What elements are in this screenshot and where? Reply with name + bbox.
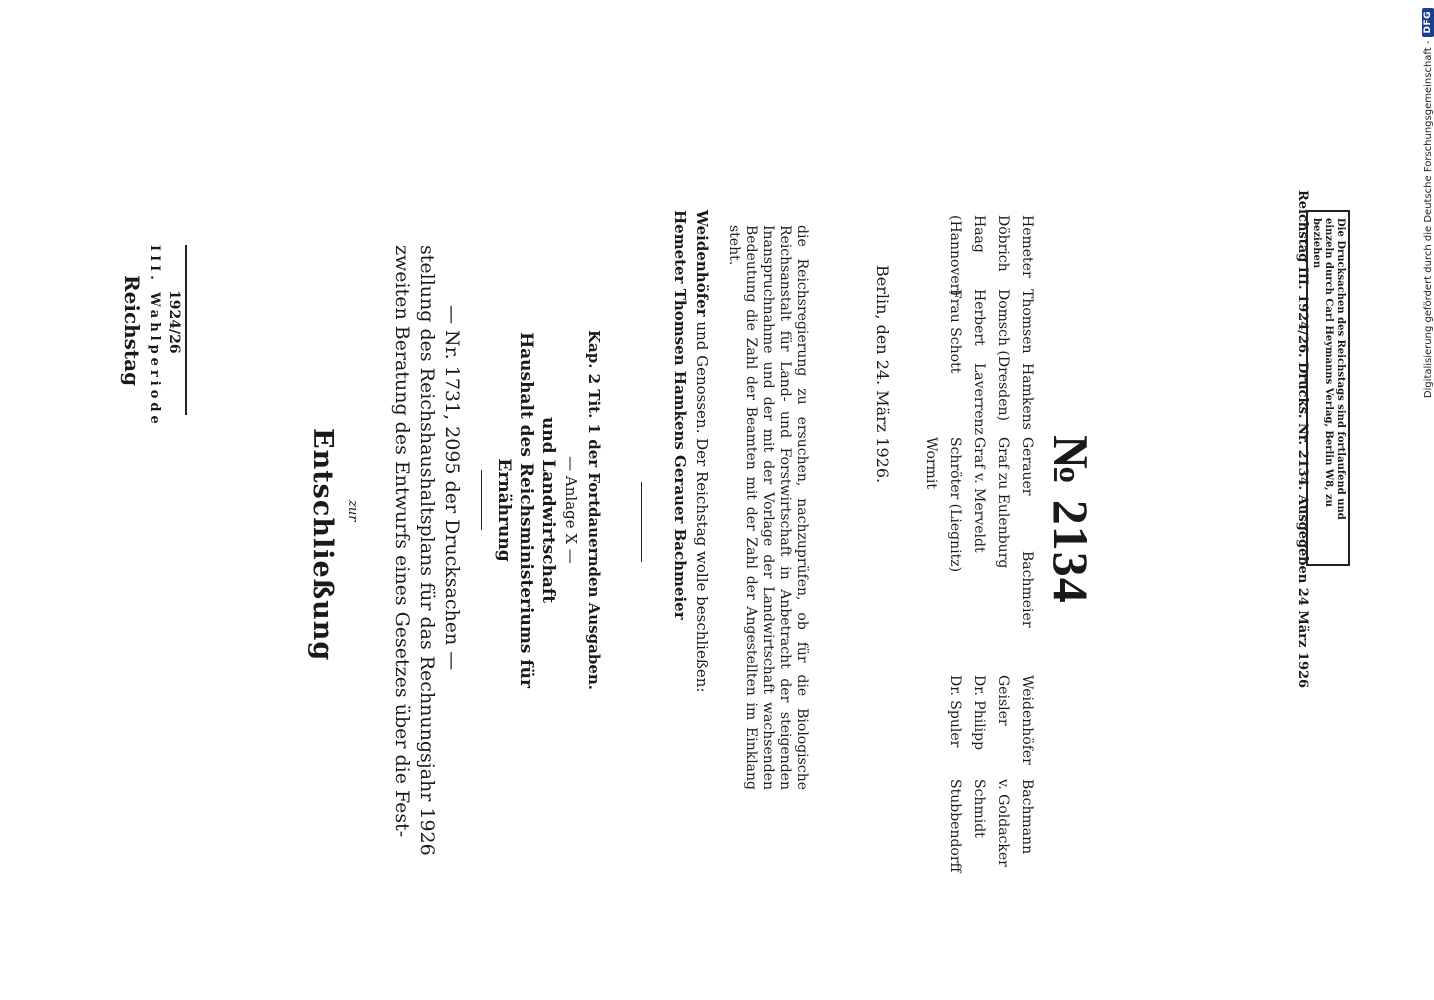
section-kap: Kap. 2 Tit. 1 der Fortdauernden Ausgaben. xyxy=(585,329,603,691)
intro-line-2: stellung des Reichshaushaltsplans für das Rechnungsjahr 1926 xyxy=(416,245,438,856)
dfg-funding-stamp xyxy=(1419,8,1434,399)
signature-name: Schröter (Liegnitz) xyxy=(947,437,963,573)
signature-name: Gerauer xyxy=(1019,437,1035,496)
section-heading-line1: Haushalt des Reichsministeriums für Ernährung xyxy=(494,332,536,688)
signature-name: (Hannover) xyxy=(947,215,963,296)
signature-name: Hemeter xyxy=(1019,215,1035,278)
divider-1 xyxy=(481,470,482,530)
signature-name: Herbert xyxy=(971,289,987,346)
signature-list xyxy=(915,215,1035,879)
stamp-text: Digitalisierung gefördert durch die Deutsche Forschungsgemeinschaft - xyxy=(1422,40,1434,399)
signature-name: Graf v. Merveldt xyxy=(971,437,987,553)
signature-name: Schmidt xyxy=(971,779,987,838)
signature-name xyxy=(939,363,963,433)
header-rule xyxy=(185,245,187,415)
resolution-text: die Reichsregierung zu ersuchen, nachzuprüfen, ob für die Biologische Reichsanstalt für Land- und Forstwirtschaft in Anbetracht der steigenden Inanspruchnahme und der mit der Vorlage der Landwirtschaft wachsenden Bedeutung die Zahl der Beamten mit der Zahl der Angestellten im Einklang steht. xyxy=(726,225,810,790)
header-period: III. Wahlperiode xyxy=(147,245,162,428)
header-institution: Reichstag xyxy=(120,275,144,387)
intro-line-3: — Nr. 1731, 2095 der Drucksachen — xyxy=(441,305,463,671)
divider-2 xyxy=(641,482,642,562)
signature-name: Bachmann xyxy=(1019,779,1035,855)
signature-name: Wormit xyxy=(923,437,939,489)
signature-name: Döbrich xyxy=(995,215,1011,272)
signature-name xyxy=(939,551,963,671)
signature-name: Thomsen xyxy=(1019,289,1035,354)
signers-intro-rest: und Genossen. Der Reichstag wolle beschließen: xyxy=(693,321,711,693)
signature-name xyxy=(915,289,939,359)
signature-name xyxy=(915,551,939,671)
date-line: Berlin, den 24. März 1926. xyxy=(873,265,892,484)
signature-name: Bachmeier xyxy=(1019,551,1035,628)
signature-name: v. Goldacker xyxy=(995,779,1011,867)
signature-name: Frau Schott xyxy=(947,289,963,374)
footer-box: Die Drucksachen des Reichstags sind fortlaufend und einzeln durch Carl Heymanns Verlag, Berlin W8, zu beziehen xyxy=(1306,210,1350,566)
header-years: 1924/26 xyxy=(166,290,182,354)
signature-name: Geisler xyxy=(995,675,1011,726)
signature-name: Dr. Philipp xyxy=(971,675,987,751)
signature-name: Weidenhöfer xyxy=(1019,675,1035,765)
signature-name xyxy=(915,779,939,879)
document-title: Entschließung xyxy=(307,428,338,662)
signature-name xyxy=(915,675,939,775)
signature-name xyxy=(915,363,939,433)
signers-intro-line xyxy=(690,210,714,770)
intro-line-1: zweiten Beratung des Entwurfs eines Gesetzes über die Fest- xyxy=(391,245,413,838)
section-anlage: — Anlage X — xyxy=(562,456,580,564)
signature-name: Dr. Spuler xyxy=(947,675,963,748)
signature-name xyxy=(963,551,987,671)
title-zur: zur xyxy=(345,500,360,522)
dfg-logo-icon: DFG xyxy=(1422,8,1434,37)
signature-name xyxy=(987,551,1011,671)
document-number: № 2134 xyxy=(1043,435,1099,604)
signature-name: Haag xyxy=(971,215,987,253)
signature-name: Graf zu Eulenburg xyxy=(995,437,1011,569)
signer-bold-name: Weidenhöfer xyxy=(693,210,711,317)
signature-name: Domsch (Dresden) xyxy=(995,289,1011,421)
section-heading-line2: und Landwirtschaft xyxy=(538,416,558,604)
signature-name: Laverrenz xyxy=(971,363,987,435)
signature-name xyxy=(987,363,1011,433)
signature-name xyxy=(915,215,939,285)
document-page xyxy=(50,0,1390,1000)
signature-name: Hamkens xyxy=(1019,363,1035,430)
signature-name: Stubbendorff xyxy=(947,779,963,873)
footer-line: Reichstag III. 1924/26. Drucks. Nr. 2134. Ausgegeben 24 März 1926 xyxy=(1295,190,1310,689)
signers-names: Hemeter Thomsen Hamkens Gerauer Bachmeier xyxy=(671,210,689,620)
